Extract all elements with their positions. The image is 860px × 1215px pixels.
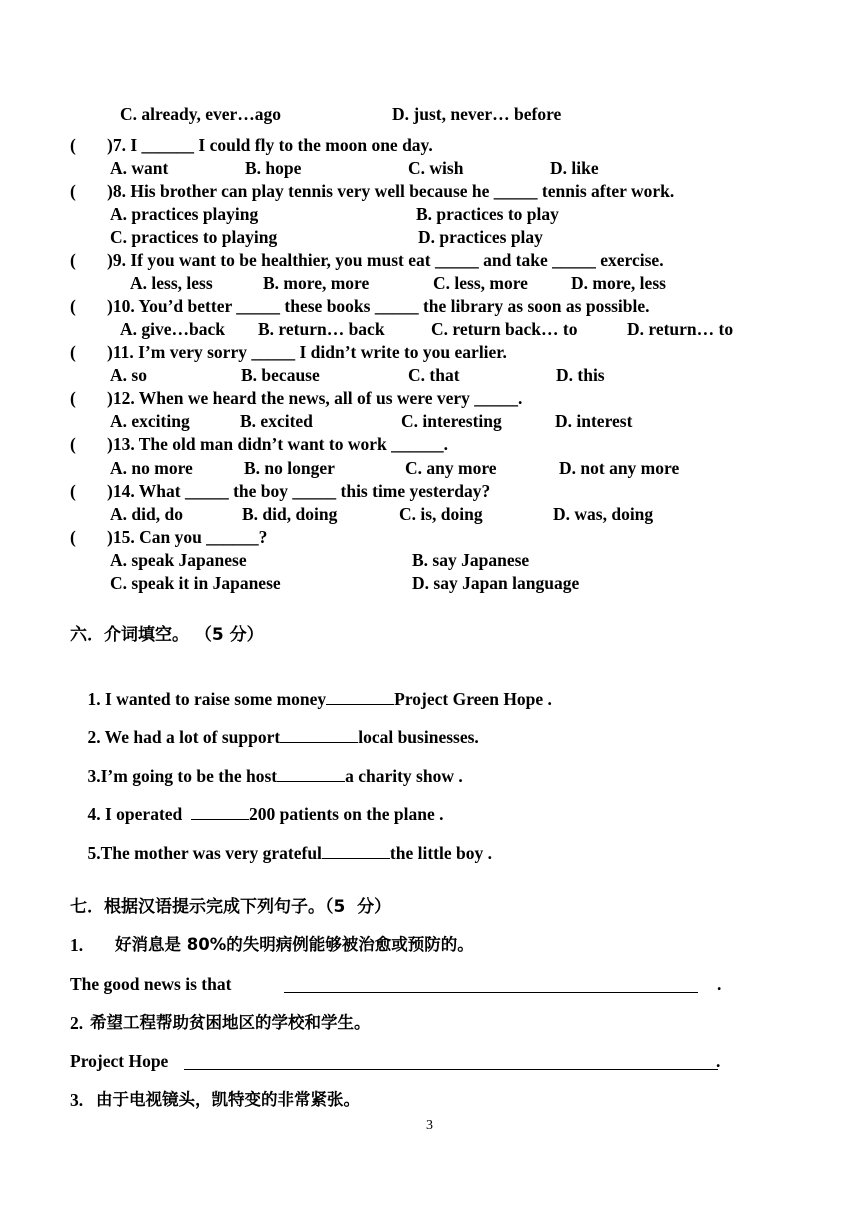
q9-option-b: B. more, more: [263, 273, 370, 293]
q7-option-d: D. like: [550, 158, 599, 178]
section-6-title: 六．介词填空。 （5 分）: [70, 625, 264, 645]
section-7-title: 七．根据汉语提示完成下列句子。（5 分）: [70, 897, 392, 917]
q15-option-a: A. speak Japanese: [110, 550, 247, 570]
answer-blank[interactable]: [184, 1051, 721, 1071]
answer-paren: (: [70, 296, 76, 316]
answer-paren: (: [70, 434, 76, 454]
question-9: )9. If you want to be healthier, you must eat _____ and take _____ exercise.: [107, 250, 664, 270]
q11-option-b: B. because: [241, 365, 320, 385]
prep-item-text: 200 patients on the plane .: [249, 804, 444, 824]
q15-option-d: D. say Japan language: [412, 573, 580, 593]
prep-item-text: 5.The mother was very grateful: [87, 843, 322, 863]
q14-option-d: D. was, doing: [553, 504, 654, 524]
q12-option-d: D. interest: [555, 411, 633, 431]
translate-prompt-3: 由于电视镜头，凯特变的非常紧张。: [96, 1090, 360, 1109]
answer-blank[interactable]: [280, 725, 358, 743]
question-14: )14. What _____ the boy _____ this time yesterday?: [107, 481, 491, 501]
q10-option-d: D. return… to: [627, 319, 734, 339]
q13-option-d: D. not any more: [559, 458, 680, 478]
q9-option-a: A. less, less: [130, 273, 213, 293]
question-15: )15. Can you ______?: [107, 527, 268, 547]
q13-option-a: A. no more: [110, 458, 193, 478]
prep-item-text: local businesses.: [358, 727, 479, 747]
q6-option-d: D. just, never… before: [392, 104, 562, 124]
question-8: )8. His brother can play tennis very well because he _____ tennis after work.: [107, 181, 675, 201]
translate-num-3: 3.: [70, 1090, 84, 1110]
translate-prompt-1: 好消息是 80%的失明病例能够被治愈或预防的。: [115, 935, 474, 954]
q10-option-c: C. return back… to: [431, 319, 578, 339]
translate-lead-1: The good news is that: [70, 974, 232, 994]
question-11: )11. I’m very sorry _____ I didn’t write to you earlier.: [107, 342, 507, 362]
answer-paren: (: [70, 181, 76, 201]
q10-option-b: B. return… back: [258, 319, 385, 339]
q13-option-b: B. no longer: [244, 458, 335, 478]
q14-option-c: C. is, doing: [399, 504, 483, 524]
q12-option-c: C. interesting: [401, 411, 502, 431]
sentence-end: .: [716, 1051, 721, 1071]
page-number: 3: [426, 1118, 433, 1133]
question-10: )10. You’d better _____ these books _____ the library as soon as possible.: [107, 296, 650, 316]
answer-paren: (: [70, 527, 76, 547]
prep-item-text: 2. We had a lot of support: [87, 727, 281, 747]
q15-option-b: B. say Japanese: [412, 550, 530, 570]
prep-item-text: a charity show .: [345, 766, 463, 786]
q14-option-b: B. did, doing: [242, 504, 338, 524]
question-12: )12. When we heard the news, all of us were very _____.: [107, 388, 523, 408]
q14-option-a: A. did, do: [110, 504, 183, 524]
answer-blank[interactable]: [191, 802, 249, 820]
answer-blank[interactable]: [284, 975, 698, 993]
answer-paren: (: [70, 135, 76, 155]
prep-item-text: 1. I wanted to raise some money: [87, 689, 327, 709]
q7-option-a: A. want: [110, 158, 169, 178]
q9-option-d: D. more, less: [571, 273, 666, 293]
translate-num-2: 2.: [70, 1013, 84, 1033]
question-13: )13. The old man didn’t want to work ______.: [107, 434, 448, 454]
prep-item-text: the little boy .: [389, 843, 492, 863]
translate-lead-2: Project Hope: [70, 1051, 169, 1071]
q7-option-b: B. hope: [245, 158, 302, 178]
q12-option-a: A. exciting: [110, 411, 190, 431]
sentence-end: .: [717, 974, 722, 994]
q7-option-c: C. wish: [408, 158, 464, 178]
q9-option-c: C. less, more: [433, 273, 528, 293]
q11-option-a: A. so: [110, 365, 147, 385]
q10-option-a: A. give…back: [120, 319, 225, 339]
prep-item-text: Project Green Hope .: [394, 689, 552, 709]
answer-blank[interactable]: [322, 841, 390, 859]
q15-option-c: C. speak it in Japanese: [110, 573, 281, 593]
q8-option-b: B. practices to play: [416, 204, 559, 224]
prep-item-text: 4. I operated: [87, 804, 192, 824]
translate-prompt-2: 希望工程帮助贫困地区的学校和学生。: [90, 1013, 371, 1032]
answer-paren: (: [70, 250, 76, 270]
prep-item-5: [70, 819, 492, 886]
question-7: )7. I ______ I could fly to the moon one day.: [107, 135, 433, 155]
answer-paren: (: [70, 342, 76, 362]
translate-num-1: 1.: [70, 935, 84, 955]
answer-paren: (: [70, 388, 76, 408]
q13-option-c: C. any more: [405, 458, 497, 478]
q8-option-c: C. practices to playing: [110, 227, 278, 247]
answer-paren: (: [70, 481, 76, 501]
q6-option-c: C. already, ever…ago: [120, 104, 282, 124]
q8-option-a: A. practices playing: [110, 204, 259, 224]
prep-item-text: 3.I’m going to be the host: [87, 766, 278, 786]
q8-option-d: D. practices play: [418, 227, 543, 247]
q12-option-b: B. excited: [240, 411, 313, 431]
q11-option-d: D. this: [556, 365, 605, 385]
q11-option-c: C. that: [408, 365, 460, 385]
